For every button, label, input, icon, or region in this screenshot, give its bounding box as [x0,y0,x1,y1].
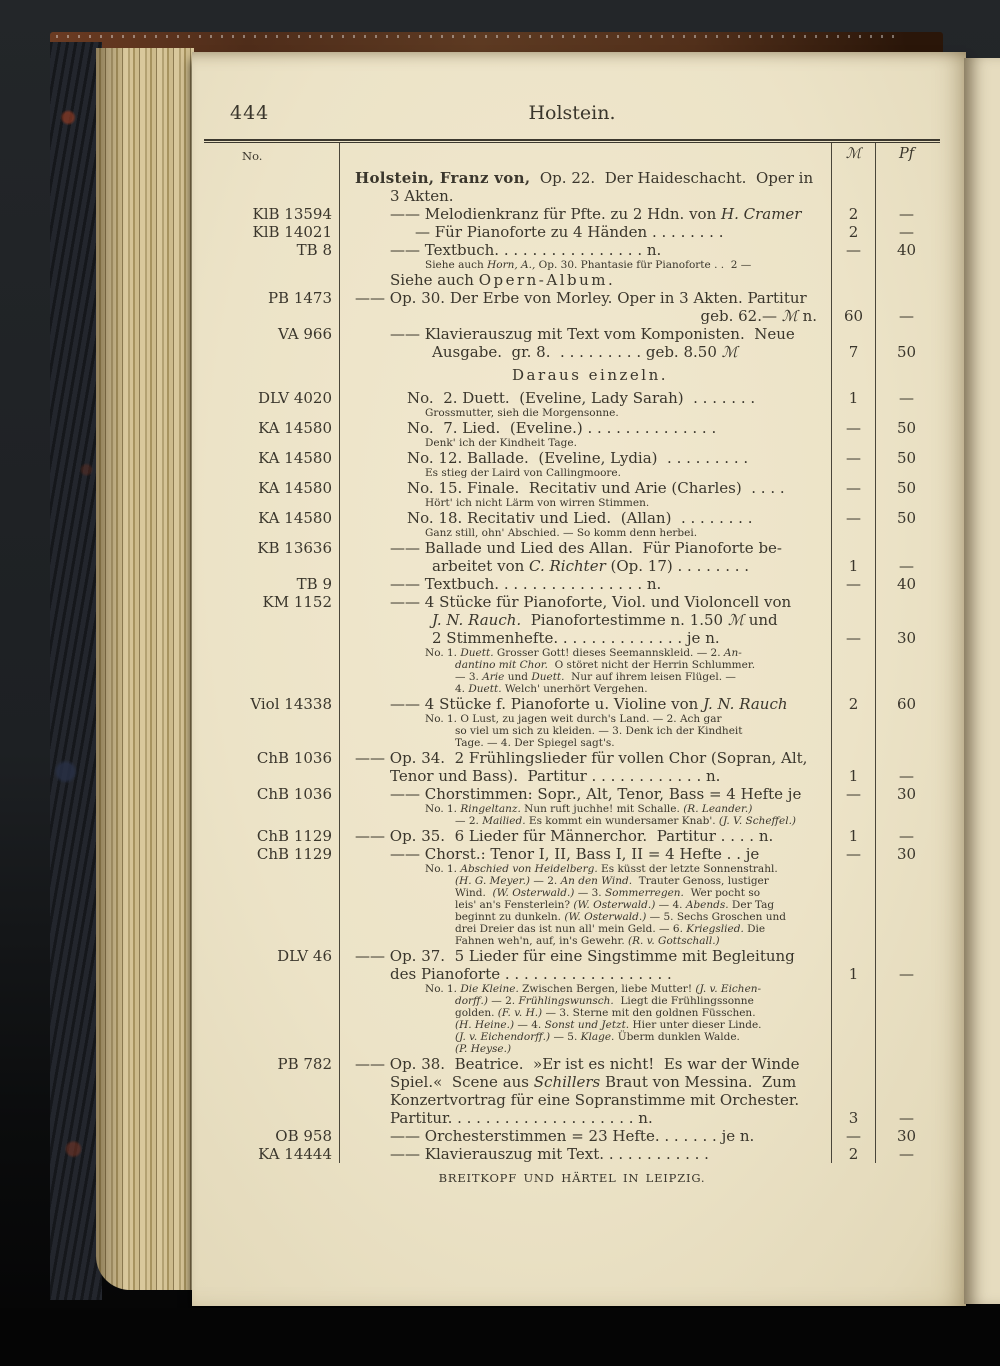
catalog-number: DLV 46 [277,947,332,965]
price-mark: — [846,785,861,803]
running-head: Holstein. [528,102,616,124]
table-row [204,575,940,593]
entry-line: —— Chorstimmen: Sopr., Alt, Tenor, Bass = 4 Hefte je [390,785,802,803]
catalog-number: TB 8 [296,241,332,259]
price-mark: 2 [848,205,859,223]
price-mark: 2 [848,1145,859,1163]
entry-line: No. 7. Lied. (Eveline.) . . . . . . . . . . . . . . [407,419,717,437]
price-mark: 1 [848,389,859,407]
entry-text [339,361,831,389]
entry-line: —— Ballade und Lied des Allan. Für Pianoforte be- [390,539,782,557]
table-row [204,695,940,749]
catalog-number: PB 1473 [267,289,332,307]
detail-line: dantino mit Chor. O störet nicht der Herrin Schlummer. [455,659,756,671]
detail-line: dorff.) — 2. Frühlingswunsch. Liegt die Frühlingssonne [455,995,754,1007]
entry-text [339,419,831,449]
entry-line: 3 Akten. [390,187,454,205]
entry-line: —— Op. 37. 5 Lieder für eine Singstimme mit Begleitung [355,947,795,965]
catalog-page [192,52,966,1306]
column-header-no: No. [242,149,263,163]
catalog-number: PB 782 [277,1055,332,1073]
price-pfennig: — [899,557,914,575]
catalog-number: KM 1152 [262,593,332,611]
detail-line: (J. v. Eichendorff.) — 5. Klage. Überm dunklen Walde. [455,1031,740,1043]
entry-text [339,749,831,785]
background-shadow [0,1308,1000,1366]
catalog-number: ChB 1129 [256,845,332,863]
detail-line: golden. (F. v. H.) — 3. Sterne mit den goldnen Füsschen. [455,1007,756,1019]
detail-line: No. 1. O Lust, zu jagen weit durch's Land. — 2. Ach gar [425,713,722,725]
price-pfennig: 40 [896,575,917,593]
entry-line: No. 2. Duett. (Eveline, Lady Sarah) . . . . . . . [407,389,756,407]
entry-text [339,479,831,509]
entry-line: —— Klavierauszug mit Text vom Komponisten. Neue [390,325,795,343]
table-row [204,1145,940,1163]
detail-line: Es stieg der Laird von Callingmoore. [425,467,621,479]
entry-line: No. 12. Ballade. (Eveline, Lydia) . . . . . . . . . [407,449,749,467]
table-row [204,241,940,289]
table-header-row [204,143,940,169]
detail-line: Grossmutter, sieh die Morgensonne. [425,407,619,419]
price-pfennig: 30 [896,629,917,647]
catalog-number: KlB 14021 [252,223,332,241]
table-row [204,419,940,449]
entry-text [339,539,831,575]
entry-line: —— 4 Stücke für Pianoforte, Viol. und Violoncell von [390,593,792,611]
detail-line: Hört' ich nicht Lärm von wirren Stimmen. [425,497,650,509]
detail-line: Wind. (W. Osterwald.) — 3. Sommerregen. Wer pocht so [455,887,761,899]
price-pfennig: — [899,965,914,983]
entry-line: No. 15. Finale. Recitativ und Arie (Charles) . . . . [407,479,785,497]
detail-line: Siehe auch Horn, A., Op. 30. Phantasie für Pianoforte . . 2 — [425,259,752,271]
detail-line: Siehe auch Opern-Album. [390,271,613,289]
price-pfennig: 50 [896,449,917,467]
detail-line: 4. Duett. Welch' unerhört Vergehen. [455,683,648,695]
table-row [204,389,940,419]
price-pfennig: 50 [896,419,917,437]
detail-line: beginnt zu dunkeln. (W. Osterwald.) — 5. Sechs Groschen und [455,911,786,923]
entry-text [339,1145,831,1163]
table-row [204,479,940,509]
price-mark: — [846,449,861,467]
detail-line: Fahnen weh'n, auf, in's Gewehr. (R. v. Gottschall.) [455,935,720,947]
entry-text [339,947,831,1055]
entry-line: No. 18. Recitativ und Lied. (Allan) . . . . . . . . [407,509,753,527]
entry-text [339,223,831,241]
catalog-number: KA 14444 [258,1145,332,1163]
price-mark: — [846,1127,861,1145]
entry-text [339,785,831,827]
entry-text [339,389,831,419]
entry-line: Daraus einzeln. [511,366,669,384]
publisher-footer: BREITKOPF UND HÄRTEL IN LEIPZIG. [438,1171,706,1185]
entry-text [339,1127,831,1145]
catalog-number: KA 14580 [258,419,332,437]
entry-line: — Für Pianoforte zu 4 Händen . . . . . . . . [415,223,724,241]
entry-text [339,325,831,361]
detail-line: Denk' ich der Kindheit Tage. [425,437,577,449]
column-header-mark: ℳ [831,143,875,169]
catalog-number: KA 14580 [258,509,332,527]
price-pfennig: 30 [896,1127,917,1145]
page-header [192,102,966,126]
entry-text [339,1055,831,1127]
table-row [204,1127,940,1145]
detail-line: so viel um sich zu kleiden. — 3. Denk ich der Kindheit [455,725,743,737]
table-row [204,325,940,361]
price-pfennig: 30 [896,845,917,863]
table-row [204,223,940,241]
entry-text [339,169,831,205]
price-mark: 60 [843,307,864,325]
entry-line: arbeitet von C. Richter (Op. 17) . . . . . . . . [432,557,750,575]
entry-text [339,593,831,695]
catalog-number: KA 14580 [258,479,332,497]
table-row [204,845,940,947]
entry-text [339,575,831,593]
table-row [204,749,940,785]
page-edge-stack [96,48,194,1290]
price-pfennig: 60 [896,695,917,713]
entry-line: —— Op. 35. 6 Lieder für Männerchor. Partitur . . . . n. [355,827,774,845]
table-row [204,205,940,223]
entry-text [339,845,831,947]
entry-text [339,509,831,539]
price-pfennig: — [899,1109,914,1127]
table-row [204,449,940,479]
price-pfennig: — [899,389,914,407]
gutter-next-page [964,58,1000,1304]
price-mark: — [846,629,861,647]
detail-line: No. 1. Abschied von Heidelberg. Es küsst der letzte Sonnenstrahl. [425,863,778,875]
entry-text [339,449,831,479]
table-row [204,827,940,845]
entry-line: —— Klavierauszug mit Text. . . . . . . . . . . . [390,1145,709,1163]
price-mark: 1 [848,557,859,575]
catalog-number: KlB 13594 [252,205,332,223]
catalog-table [204,143,940,1163]
price-mark: — [846,509,861,527]
entry-text [339,695,831,749]
price-mark [832,169,875,187]
entry-line: —— Textbuch. . . . . . . . . . . . . . . . n. [390,575,662,593]
price-pfennig: — [899,1145,914,1163]
price-pfennig: — [899,827,914,845]
entry-text [339,289,831,325]
entry-line: —— Op. 38. Beatrice. »Er ist es nicht! Es war der Winde [355,1055,800,1073]
catalog-number: KA 14580 [258,449,332,467]
entry-line: —— Op. 30. Der Erbe von Morley. Oper in 3 Akten. Partitur [355,289,807,307]
detail-line: No. 1. Die Kleine. Zwischen Bergen, liebe Mutter! (J. v. Eichen- [425,983,762,995]
price-pfennig: — [899,205,914,223]
price-mark: 1 [848,827,859,845]
price-mark: 3 [848,1109,859,1127]
table-row [204,947,940,1055]
entry-line: —— Chorst.: Tenor I, II, Bass I, II = 4 Hefte . . je [390,845,760,863]
price-mark: — [846,241,861,259]
price-mark: 1 [848,767,859,785]
table-row [204,785,940,827]
detail-line: Ganz still, ohn' Abschied. — So komm denn herbei. [425,527,698,539]
table-row [204,1055,940,1127]
table-row [204,539,940,575]
entry-line: —— 4 Stücke f. Pianoforte u. Violine von J. N. Rauch [390,695,788,713]
entry-line: —— Orchesterstimmen = 23 Hefte. . . . . . . je n. [390,1127,755,1145]
catalog-number: VA 966 [277,325,332,343]
price-mark: — [846,845,861,863]
entry-text [339,827,831,845]
catalog-number [204,169,339,205]
price-mark: 7 [848,343,859,361]
catalog-number: ChB 1036 [256,785,332,803]
price-mark: — [846,575,861,593]
price-mark: 1 [848,965,859,983]
price-pfennig: — [899,767,914,785]
detail-line: No. 1. Ringeltanz. Nun ruft juchhe! mit Schalle. (R. Leander.) [425,803,753,815]
table-row [204,289,940,325]
price-mark: — [846,419,861,437]
entry-line: Partitur. . . . . . . . . . . . . . . . . . . . n. [390,1109,653,1127]
page-number: 444 [230,102,270,124]
table-row [204,593,940,695]
detail-line: — 3. Arie und Duett. Nur auf ihrem leisen Flügel. — [455,671,736,683]
detail-line: leis' an's Fensterlein? (W. Osterwald.) — 4. Abends. Der Tag [455,899,775,911]
column-header-pfennig: Pf [875,143,937,169]
price-mark: 2 [848,223,859,241]
entry-line: des Pianoforte . . . . . . . . . . . . . . . . . . [390,965,672,983]
catalog-number [204,361,339,389]
entry-line: geb. 62.— ℳ n. [700,307,817,325]
book-cover-marbled-edge [50,42,102,1300]
entry-line: 2 Stimmenhefte. . . . . . . . . . . . . . je n. [432,629,720,647]
catalog-number: KB 13636 [257,539,332,557]
price-pfennig: — [899,307,914,325]
detail-line: Tage. — 4. Der Spiegel sagt's. [455,737,615,749]
price-pfennig: 50 [896,479,917,497]
price-pfennig: 40 [896,241,917,259]
catalog-number: ChB 1129 [256,827,332,845]
price-pfennig: 30 [896,785,917,803]
price-mark: 2 [848,695,859,713]
entry-line: —— Textbuch. . . . . . . . . . . . . . . . n. [390,241,662,259]
catalog-number: TB 9 [296,575,332,593]
detail-line: (P. Heyse.) [455,1043,512,1055]
detail-line: (H. Heine.) — 4. Sonst und Jetzt. Hier unter dieser Linde. [455,1019,762,1031]
detail-line: (H. G. Meyer.) — 2. An den Wind. Trauter Genoss, lustiger [455,875,769,887]
price-pfennig [876,169,937,187]
column-header-title [339,143,831,169]
catalog-number: DLV 4020 [258,389,332,407]
catalog-number: ChB 1036 [256,749,332,767]
price-pfennig: 50 [896,509,917,527]
entry-line: Spiel.« Scene aus Schillers Braut von Messina. Zum [390,1073,797,1091]
catalog-number: Viol 14338 [250,695,332,713]
price-mark: — [846,479,861,497]
entry-line: —— Op. 34. 2 Frühlingslieder für vollen Chor (Sopran, Alt, [355,749,808,767]
entry-line: Ausgabe. gr. 8. . . . . . . . . . geb. 8.50 ℳ [432,343,738,361]
entry-line: Konzertvortrag für eine Sopranstimme mit Orchester. [390,1091,800,1109]
entry-line: Tenor und Bass). Partitur . . . . . . . . . . . . n. [390,767,721,785]
entry-line: J. N. Rauch. Pianofortestimme n. 1.50 ℳ und [432,611,778,629]
detail-line: — 2. Mailied. Es kommt ein wundersamer Knab'. (J. V. Scheffel.) [455,815,797,827]
detail-line: drei Dreier das ist nun all' mein Geld. — 6. Kriegslied. Die [455,923,766,935]
entry-line: Holstein, Franz von, Op. 22. Der Haideschacht. Oper in [355,169,814,187]
catalog-number: OB 958 [275,1127,332,1145]
price-pfennig: 50 [896,343,917,361]
entry-line: —— Melodienkranz für Pfte. zu 2 Hdn. von H. Cramer [390,205,802,223]
table-row [204,361,940,389]
detail-line: No. 1. Duett. Grosser Gott! dieses Seemannskleid. — 2. An- [425,647,742,659]
entry-text [339,241,831,289]
table-row [204,169,940,205]
entry-text [339,205,831,223]
table-row [204,509,940,539]
table-body [204,169,940,1163]
price-pfennig: — [899,223,914,241]
